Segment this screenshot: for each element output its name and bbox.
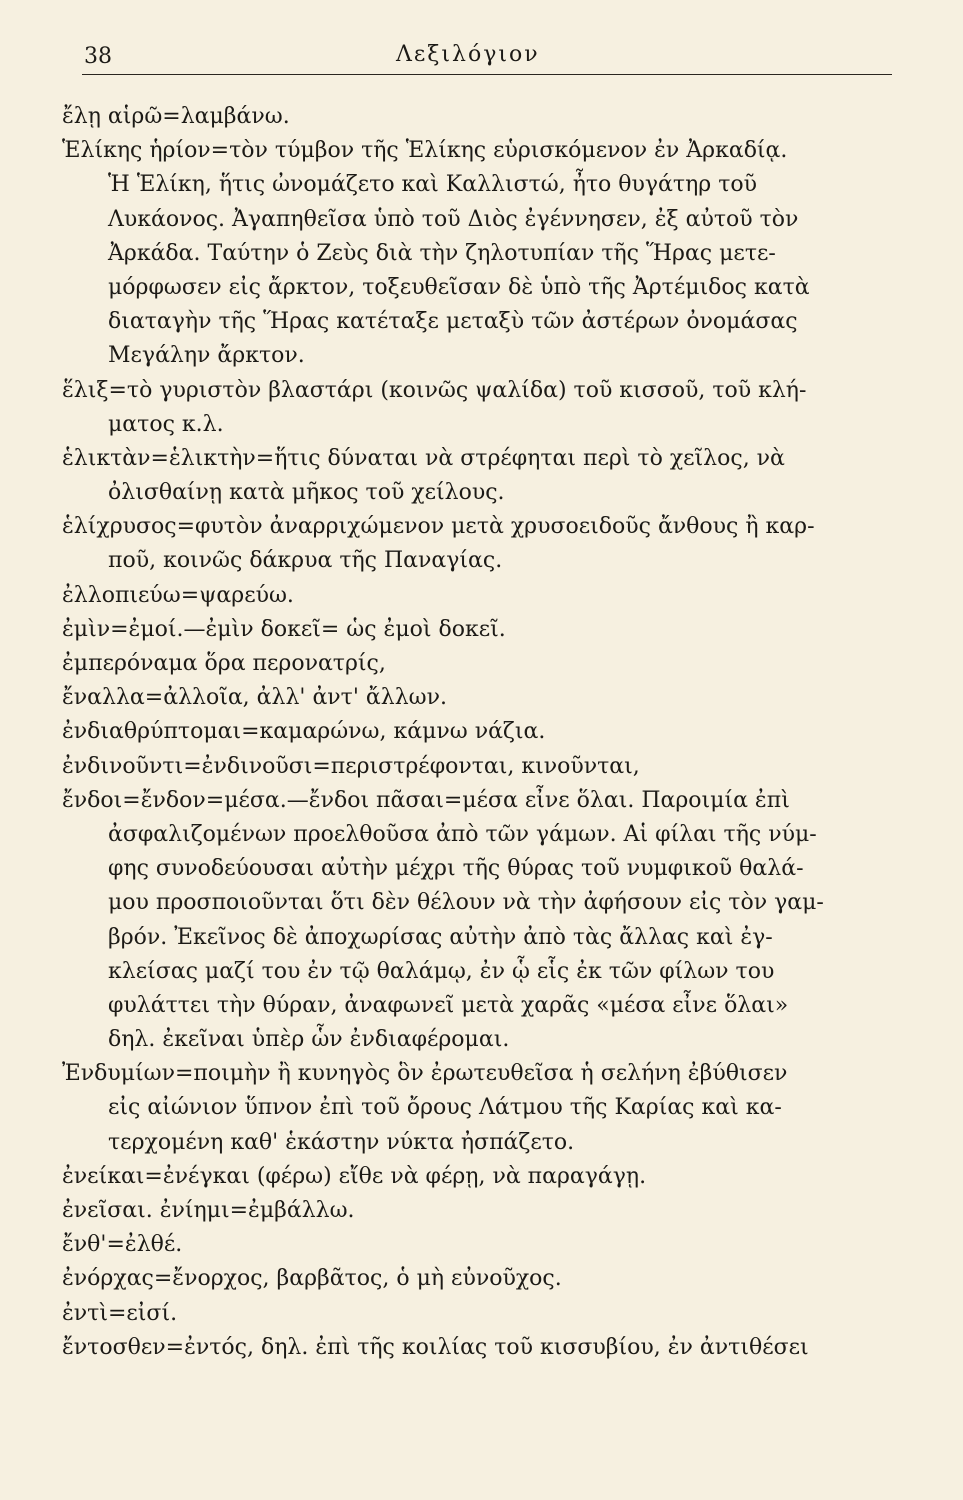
entry-continuation-line: δηλ. ἐκεῖναι ὑπὲρ ὧν ἐνδιαφέρομαι. (108, 1027, 510, 1053)
entry-line: ἑλίχρυσος=φυτὸν ἀναρριχώμενον μετὰ χρυσοειδοῦς ἄνθους ἢ καρ- (62, 514, 815, 540)
entry-line: ἐνόρχας=ἔνορχος, βαρβᾶτος, ὁ μὴ εὐνοῦχος. (62, 1266, 562, 1292)
entry-line: ἐνδιαθρύπτομαι=καμαρώνω, κάμνω νάζια. (62, 719, 546, 745)
entry-continuation-line: Μεγάλην ἄρκτον. (108, 343, 305, 369)
entry-continuation-line: φυλάττει τὴν θύραν, ἀναφωνεῖ μετὰ χαρᾶς «μέσα εἶνε ὅλαι» (108, 992, 789, 1018)
lexicon-body (62, 100, 912, 1365)
entry-continuation-line: τερχομένη καθ' ἑκάστην νύκτα ἠσπάζετο. (108, 1129, 575, 1155)
entry-line: Ἐνδυμίων=ποιμὴν ἢ κυνηγὸς ὃν ἐρωτευθεῖσα ἡ σελήνη ἐβύθισεν (62, 1061, 788, 1087)
entry-continuation-line: μου προσποιοῦνται ὅτι δὲν θέλουν νὰ τὴν ἀφήσουν εἰς τὸν γαμ- (108, 890, 824, 916)
entry-line: ἔντοσθεν=ἐντός, δηλ. ἐπὶ τῆς κοιλίας τοῦ κισσυβίου, ἐν ἀντιθέσει (62, 1334, 809, 1360)
entry-line: ἔνδοι=ἔνδον=μέσα.—ἔνδοι πᾶσαι=μέσα εἶνε ὅλαι. Παροιμία ἐπὶ (62, 787, 790, 813)
entry-line: ἐνεῖσαι. ἐνίημι=ἐμβάλλω. (62, 1198, 355, 1223)
running-title: Λεξιλόγιον (396, 42, 540, 67)
entry-continuation-line: φης συνοδεύουσαι αὐτὴν μέχρι τῆς θύρας τοῦ νυμφικοῦ θαλά- (108, 856, 804, 882)
entry-continuation-line: Λυκάονος. Ἀγαπηθεῖσα ὑπὸ τοῦ Διὸς ἐγέννησεν, ἐξ αὐτοῦ τὸν (108, 206, 799, 232)
entry-continuation-line: ὀλισθαίνῃ κατὰ μῆκος τοῦ χείλους. (108, 480, 505, 506)
entry-continuation-line: ἀσφαλιζομένων προελθοῦσα ἀπὸ τῶν γάμων. Αἱ φίλαι τῆς νύμ- (108, 821, 817, 847)
entry-line: ἐνείκαι=ἐνέγκαι (φέρω) εἴθε νὰ φέρῃ, νὰ παραγάγῃ. (62, 1163, 647, 1189)
entry-line: ἔναλλα=ἀλλοῖα, ἀλλ' ἀντ' ἄλλων. (62, 685, 447, 711)
header-rule (82, 74, 892, 75)
entry-line: Ἑλίκης ἡρίον=τὸν τύμβον τῆς Ἑλίκης εὑρισκόμενον ἐν Ἀρκαδίᾳ. (62, 138, 788, 164)
entry-line: ἐνδινοῦντι=ἐνδινοῦσι=περιστρέφονται, κινοῦνται, (62, 753, 640, 779)
entry-line: ἐντὶ=εἰσί. (62, 1300, 178, 1326)
entry-line: ἕλιξ=τὸ γυριστὸν βλαστάρι (κοινῶς ψαλίδα) τοῦ κισσοῦ, τοῦ κλή- (62, 377, 807, 403)
entry-continuation-line: Ἀρκάδα. Ταύτην ὁ Ζεὺς διὰ τὴν ζηλοτυπίαν τῆς Ἥρας μετε- (108, 240, 776, 266)
entry-line: ἔλῃ αἱρῶ=λαμβάνω. (62, 104, 290, 129)
entry-continuation-line: εἰς αἰώνιον ὕπνον ἐπὶ τοῦ ὄρους Λάτμου τῆς Καρίας καὶ κα- (108, 1095, 782, 1121)
page-header (0, 0, 963, 80)
entry-line: ἐμπερόναμα ὅρα περονατρίς, (62, 651, 386, 676)
entry-continuation-line: Ἡ Ἑλίκη, ἥτις ὠνομάζετο καὶ Καλλιστώ, ἦτο θυγάτηρ τοῦ (108, 172, 757, 198)
entry-line: ἑλικτὰν=ἑλικτὴν=ἥτις δύναται νὰ στρέφηται περὶ τὸ χεῖλος, νὰ (62, 445, 785, 471)
entry-line: ἐμὶν=ἐμοί.—ἐμὶν δοκεῖ= ὡς ἐμοὶ δοκεῖ. (62, 616, 506, 642)
page-number: 38 (84, 44, 112, 69)
entry-continuation-line: ματος κ.λ. (108, 411, 224, 437)
entry-continuation-line: βρόν. Ἐκεῖνος δὲ ἀποχωρίσας αὐτὴν ἀπὸ τὰς ἄλλας καὶ ἐγ- (108, 924, 773, 950)
entry-continuation-line: διαταγὴν τῆς Ἥρας κατέταξε μεταξὺ τῶν ἀστέρων ὀνομάσας (108, 309, 798, 335)
entry-line: ἐλλοπιεύω=ψαρεύω. (62, 582, 294, 608)
entry-continuation-line: ποῦ, κοινῶς δάκρυα τῆς Παναγίας. (108, 548, 503, 574)
entry-line: ἔνθ'=ἐλθέ. (62, 1232, 183, 1258)
entry-continuation-line: μόρφωσεν εἰς ἄρκτον, τοξευθεῖσαν δὲ ὑπὸ τῆς Ἀρτέμιδος κατὰ (108, 274, 810, 300)
entry-continuation-line: κλείσας μαζί του ἐν τῷ θαλάμῳ, ἐν ᾧ εἷς ἐκ τῶν φίλων του (108, 958, 775, 984)
